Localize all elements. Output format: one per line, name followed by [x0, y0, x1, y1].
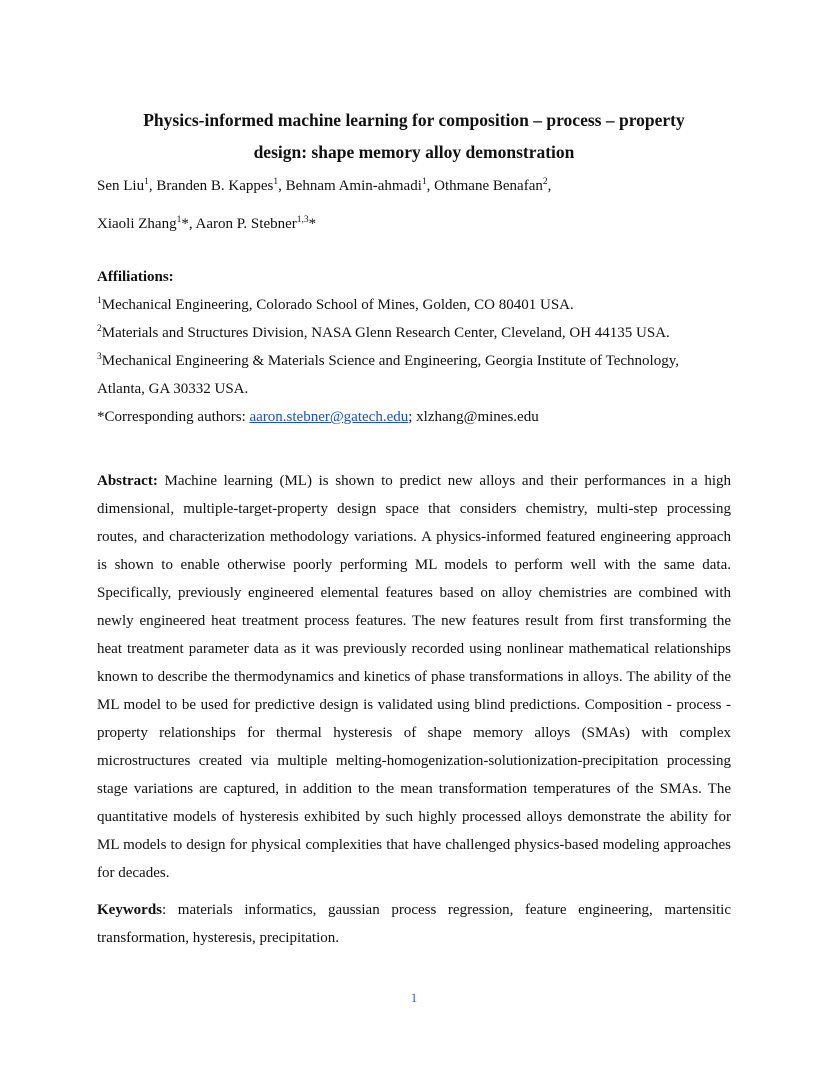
author-separator: * — [308, 216, 317, 232]
author-affiliation-sup: 1 — [176, 215, 182, 225]
affiliation-text: Atlanta, GA 30332 USA. — [97, 381, 249, 397]
keywords-label: Keywords — [97, 902, 162, 918]
author-name: Branden B. Kappes — [156, 178, 274, 194]
author-separator: *, — [181, 216, 196, 232]
affiliation-sup: 3 — [97, 352, 102, 362]
abstract — [97, 467, 731, 887]
author-affiliation-sup: 1 — [144, 177, 149, 187]
author-name: Aaron P. Stebner — [195, 216, 297, 232]
author-name: Behnam Amin-ahmadi — [285, 178, 422, 194]
keywords — [97, 896, 731, 952]
corresponding-prefix: *Corresponding authors: — [97, 409, 250, 425]
affiliation-text: Mechanical Engineering & Materials Science and Engineering, Georgia Institute of Technology, — [101, 353, 679, 369]
author-affiliation-sup: 2 — [542, 177, 548, 187]
email-separator: ; — [408, 409, 417, 425]
author-name: Sen Liu — [97, 178, 145, 194]
affiliation-item — [97, 353, 679, 370]
affiliation-sup: 2 — [97, 324, 102, 334]
author-name: Othmane Benafan — [434, 178, 543, 194]
authors-line-1 — [97, 178, 551, 195]
author-name: Xiaoli Zhang — [97, 216, 177, 232]
page-number: 1 — [410, 990, 418, 1005]
author-separator: , — [547, 178, 552, 194]
abstract-label: Abstract: — [97, 473, 158, 489]
authors-line-2 — [97, 216, 316, 233]
author-affiliation-sup: 1 — [273, 177, 279, 187]
email-text: xlzhang@mines.edu — [416, 409, 539, 425]
affiliation-sup: 1 — [97, 296, 102, 306]
title-line-1: Physics-informed machine learning for composition – process – property — [143, 110, 685, 130]
affiliations-heading: Affiliations: — [97, 269, 174, 285]
affiliation-text: Materials and Structures Division, NASA Glenn Research Center, Cleveland, OH 44135 USA. — [101, 325, 670, 341]
title-line-2: design: shape memory alloy demonstration — [253, 142, 575, 162]
author-separator: , — [148, 178, 157, 194]
author-separator: , — [426, 178, 435, 194]
author-affiliation-sup: 1,3 — [296, 215, 309, 225]
author-affiliation-sup: 1 — [421, 177, 427, 187]
keywords-text: : materials informatics, gaussian process regression, feature engineering, martensitic transformation, hysteresis, precipitation. — [97, 902, 731, 946]
corresponding-authors — [97, 409, 539, 426]
affiliation-text: Mechanical Engineering, Colorado School of Mines, Golden, CO 80401 USA. — [101, 297, 574, 313]
affiliation-item — [97, 297, 574, 314]
email-link[interactable]: aaron.stebner@gatech.edu — [249, 409, 409, 425]
affiliation-item — [97, 325, 670, 342]
affiliation-item — [97, 381, 248, 398]
paper-title — [98, 104, 730, 168]
abstract-text: Machine learning (ML) is shown to predict new alloys and their performances in a high dimensional, multiple-target-property design space that considers chemistry, multi-step processing routes, and characterization methodology variations. A physics-informed featured engineering approach is shown to enable otherwise poorly performing ML models to perform well with the same data. Specifically, previously engineered elemental features based on alloy chemistries are combined with newly engineered heat treatment process features. The new features result from first transforming the heat treatment parameter data as it was previously recorded using nonlinear mathematical relationships known to describe the thermodynamics and kinetics of phase transformations in alloys. The ability of the ML model to be used for predictive design is validated using blind predictions. Composition - process - property relationships for thermal hysteresis of shape memory alloys (SMAs) with complex microstructures created via multiple melting-homogenization-solutionization-precipitation processing stage variations are captured, in addition to the mean transformation temperatures of the SMAs. The quantitative models of hysteresis exhibited by such highly processed alloys demonstrate the ability for ML models to design for physical complexities that have challenged physics-based modeling approaches for decades. — [97, 473, 731, 881]
author-separator: , — [278, 178, 286, 194]
